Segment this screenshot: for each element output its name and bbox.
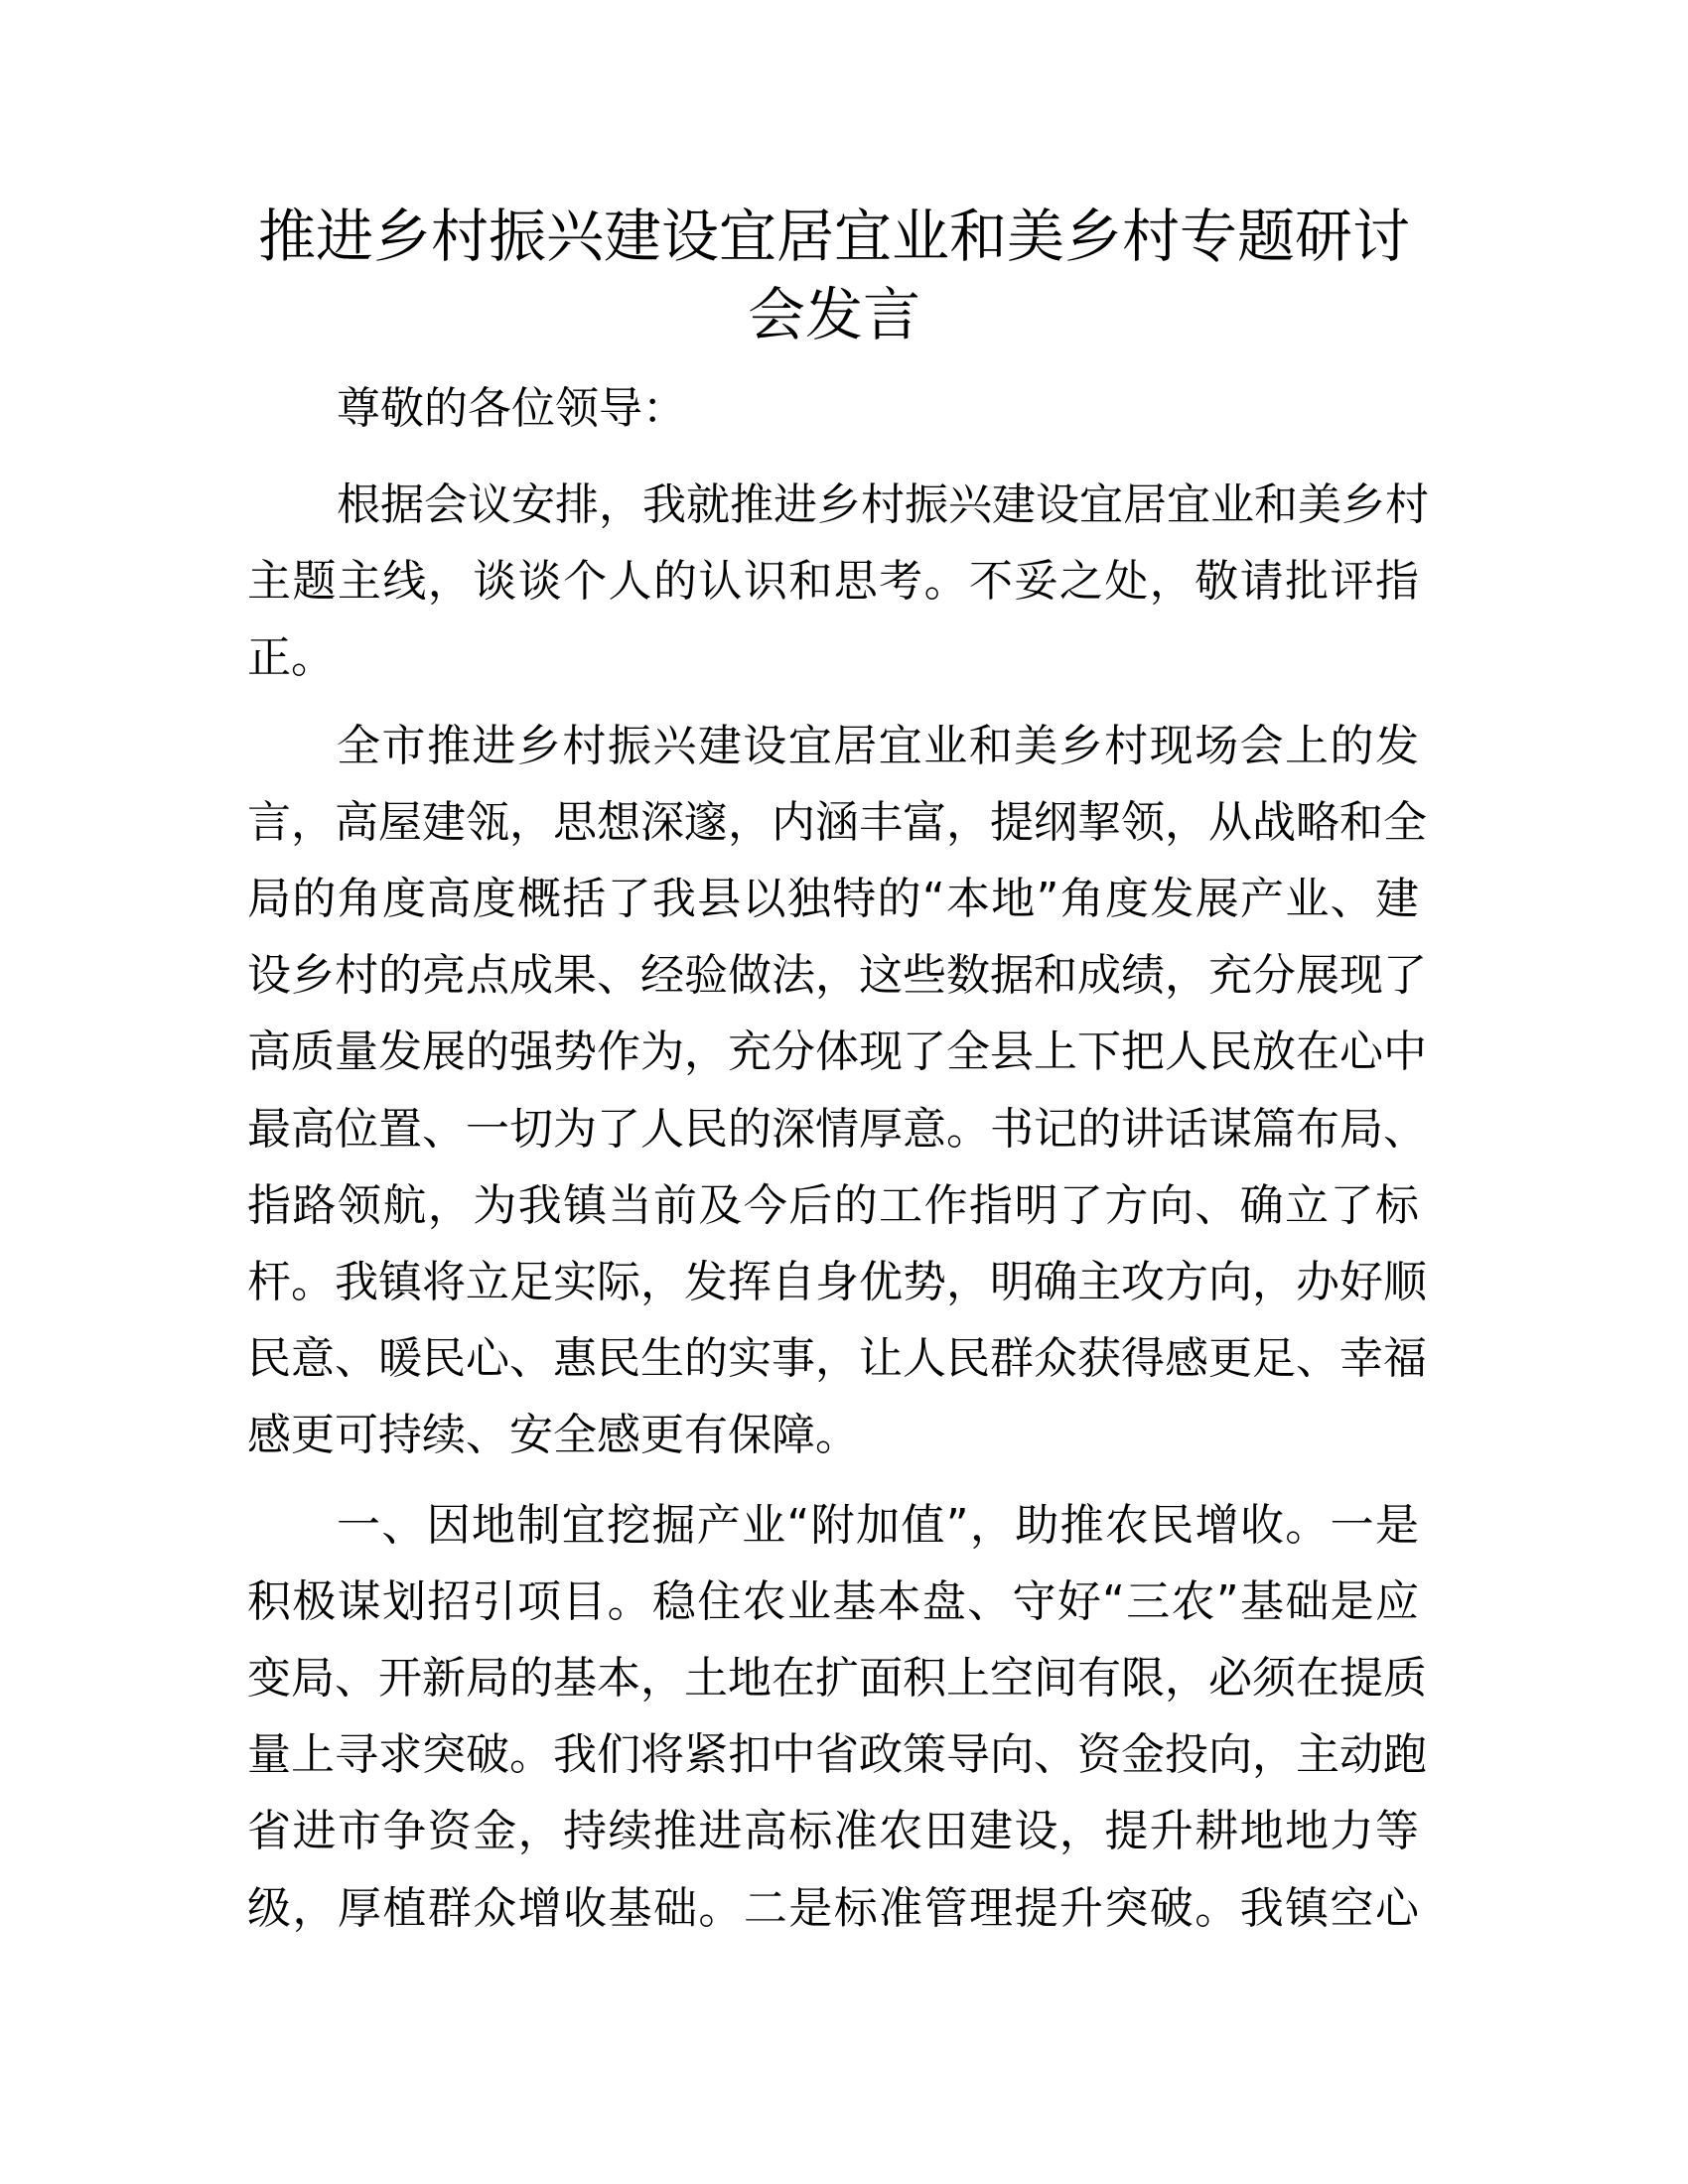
document-title-line-2: 会发言 — [747, 281, 920, 348]
paragraph-3-line: 变局、开新局的基本，土地在扩面积上空间有限，必须在提质 — [247, 1652, 1427, 1704]
paragraph-3-line: 级，厚植群众增收基础。二是标准管理提升突破。我镇空心 — [247, 1882, 1419, 1934]
paragraph-3-line: 积极谋划招引项目。稳住农业基本盘、守好“三农”基础是应 — [247, 1575, 1419, 1627]
paragraph-3-line: 一、因地制宜挖掘产业“附加值”，助推农民增收。一是 — [337, 1499, 1419, 1551]
paragraph-2-line: 最高位置、一切为了人民的深情厚意。书记的讲话谋篇布局、 — [247, 1103, 1427, 1155]
paragraph-3-line: 省进市争资金，持续推进高标准农田建设，提升耕地地力等 — [247, 1806, 1419, 1857]
paragraph-2-line: 杆。我镇将立足实际，发挥自身优势，明确主攻方向，办好顺 — [247, 1256, 1427, 1307]
paragraph-3-line: 量上寻求突破。我们将紧扣中省政策导向、资金投向，主动跑 — [247, 1729, 1427, 1781]
paragraph-2-line: 局的角度高度概括了我县以独特的“本地”角度发展产业、建 — [247, 873, 1419, 924]
paragraph-2-line: 民意、暖民心、惠民生的实事，让人民群众获得感更足、幸福 — [247, 1333, 1427, 1385]
greeting: 尊敬的各位领导： — [337, 383, 686, 434]
paragraph-2-line: 设乡村的亮点成果、经验做法，这些数据和成绩，充分展现了 — [247, 950, 1427, 1002]
paragraph-2-line: 言，高屋建瓴，思想深邃，内涵丰富，提纲挈领，从战略和全 — [247, 796, 1427, 848]
paragraph-2-line: 感更可持续、安全感更有保障。 — [247, 1410, 859, 1461]
paragraph-2-line: 全市推进乡村振兴建设宜居宜业和美乡村现场会上的发 — [337, 720, 1419, 771]
paragraph-1-line: 主题主线，谈谈个人的认识和思考。不妥之处，敬请批评指 — [247, 555, 1419, 607]
paragraph-1-line: 正。 — [247, 631, 335, 683]
paragraph-1-line: 根据会议安排，我就推进乡村振兴建设宜居宜业和美乡村 — [337, 478, 1429, 530]
document-title-line-1: 推进乡村振兴建设宜居宜业和美乡村专题研讨 — [257, 203, 1410, 270]
paragraph-2-line: 指路领航，为我镇当前及今后的工作指明了方向、确立了标 — [247, 1179, 1419, 1231]
paragraph-2-line: 高质量发展的强势作为，充分体现了全县上下把人民放在心中 — [247, 1026, 1427, 1078]
